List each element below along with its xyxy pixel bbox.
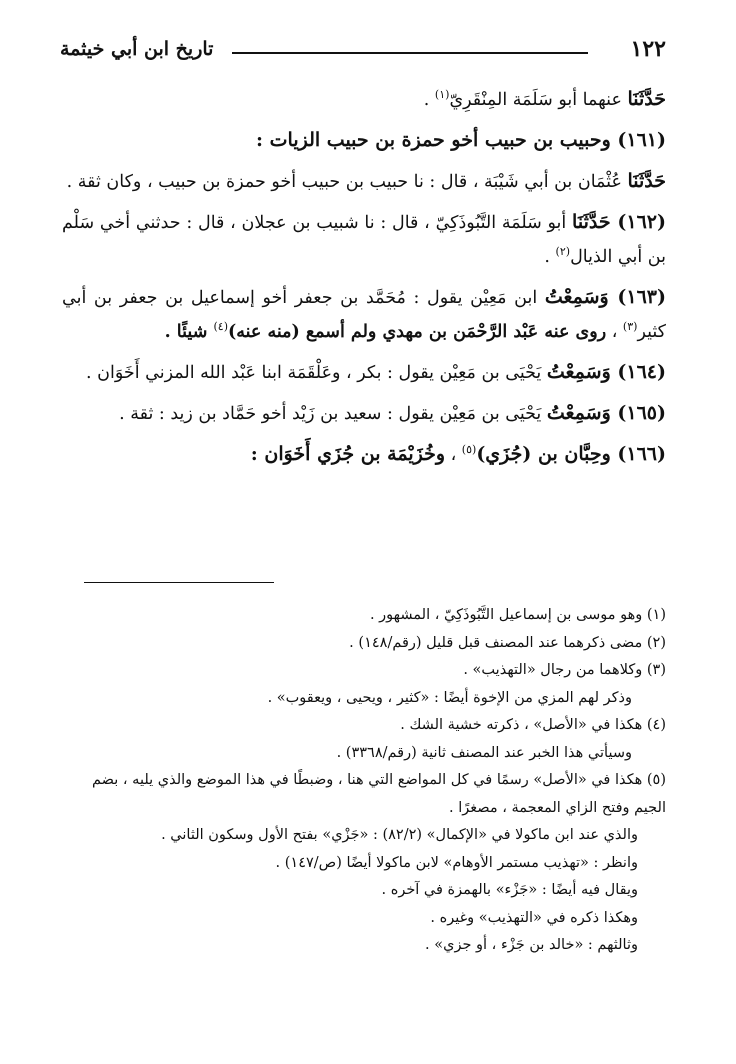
entry-tail: ، (606, 322, 623, 342)
running-title: تاريخ ابن أبي خيثمة (60, 38, 214, 60)
entry-paragraph (62, 205, 666, 274)
footnote-ref: (٥) (461, 443, 477, 457)
entry-paragraph (62, 355, 666, 390)
footnote-continuation: والذي عند ابن ماكولا في «الإكمال» (٨٢/٢) : «جَزْي» بفتح الأول وسكون الثاني . (161, 827, 638, 843)
entry-bold-text: شيئًا . (164, 322, 214, 342)
entry-lead: (١٦٣) وَسَمِعْتُ (544, 286, 666, 308)
footnote: (٢) مضى ذكرهما عند المصنف قبل قليل (رقم/١٤٨) . (349, 634, 666, 651)
footnote-ref: (١) (434, 88, 450, 102)
entry-tail: . (423, 90, 435, 110)
entry-tail: . (544, 247, 556, 267)
entry-bold-text: وخُزَيْمَة بن جُزَي أَخَوَان : (250, 443, 446, 465)
entry-text: عنهما أبو سَلَمَة المِنْقَرِيّ (449, 90, 628, 110)
footnote-continuation: ويقال فيه أيضًا : «جَزْء» بالهمزة في آخره . (381, 882, 638, 898)
entry-text: عُثْمَان بن أبي شَيْبَة ، قال : نا حبيب بن حبيب أخو حمزة بن حبيب ، وكان ثقة . (66, 172, 628, 192)
entry-lead: حَدَّثَنَا (627, 170, 666, 192)
entry-lead: حَدَّثَنَا (627, 88, 666, 110)
entry-text: يَحْيَى بن مَعِيْن يقول : سعيد بن زَيْد أخو حَمَّاد بن زيد : ثقة . (119, 404, 547, 424)
footnote-continuation: وثالثهم : «خالد بن جَزْء ، أو جزي» . (425, 937, 638, 953)
entry-paragraph (62, 123, 666, 158)
page-number: ١٢٢ (630, 36, 666, 62)
main-text (62, 82, 666, 478)
footnote: (٥) هكذا في «الأصل» رسمًا في كل المواضع التي هنا ، وضبطًا في هذا الموضع والذي يليه ، بضم الجيم وفتح الزاي المعجمة ، مصغرًا . (92, 772, 666, 816)
footnote-continuation: وذكر لهم المزي من الإخوة أيضًا : «كثير ، ويحيى ، ويعقوب» . (267, 689, 632, 706)
footnote: (٤) هكذا في «الأصل» ، ذكرته خشية الشك . (400, 717, 666, 733)
entry-bold-text: روى عنه عَبْد الرَّحْمَن بن مهدي ولم أسمع (منه عنه) (227, 322, 607, 342)
entry-paragraph (62, 437, 666, 472)
entry-paragraph (62, 280, 666, 349)
entry-text: ابن مَعِيْن يقول : مُحَمَّد بن جعفر أخو إسماعيل بن جعفر بن أبي كثير (62, 288, 666, 342)
footnote-continuation: وانظر : «تهذيب مستمر الأوهام» لابن ماكولا أيضًا (ص/١٤٧) . (275, 854, 638, 871)
entry-paragraph (62, 82, 666, 117)
entry-lead: (١٦٤) وَسَمِعْتُ (546, 361, 666, 383)
footnote-continuation: وسيأتي هذا الخبر عند المصنف ثانية (رقم/٣٣٦٨) . (336, 744, 632, 761)
footnote-ref: (٣) (622, 320, 638, 334)
footnote-continuation: وهكذا ذكره في «التهذيب» وغيره . (430, 909, 638, 926)
entry-text: أبو سَلَمَة التَّبُوذَكِيّ ، قال : نا شبيب بن عجلان ، قال : حدثني أخي سَلْم بن أبي الذيال (62, 213, 666, 267)
header-rule (232, 52, 588, 54)
entry-text: يَحْيَى بن مَعِيْن يقول : بكر ، وعَلْقَمَة ابنا عَبْد الله المزني أَخَوَان . (86, 363, 547, 383)
entry-heading: (١٦١) وحبيب بن حبيب أخو حمزة بن حبيب الزيات : (256, 129, 666, 151)
entry-lead: (١٦٢) حَدَّثَنَا (572, 211, 666, 233)
entry-lead: (١٦٥) وَسَمِعْتُ (546, 402, 666, 424)
footnote-ref: (٢) (555, 245, 571, 259)
footnotes (62, 602, 666, 960)
footnote: (١) وهو موسى بن إسماعيل التَّبُوذَكِيّ ، المشهور . (369, 607, 666, 623)
entry-paragraph (62, 396, 666, 431)
footnote: (٣) وكلاهما من رجال «التهذيب» . (463, 662, 666, 678)
entry-tail: ، (445, 445, 462, 465)
page-header (60, 30, 666, 70)
footnote-separator (84, 582, 274, 583)
entry-lead: (١٦٦) وحِبَّان بن (جُزَي) (476, 443, 666, 465)
entry-paragraph (62, 164, 666, 199)
footnote-ref: (٤) (213, 320, 228, 334)
